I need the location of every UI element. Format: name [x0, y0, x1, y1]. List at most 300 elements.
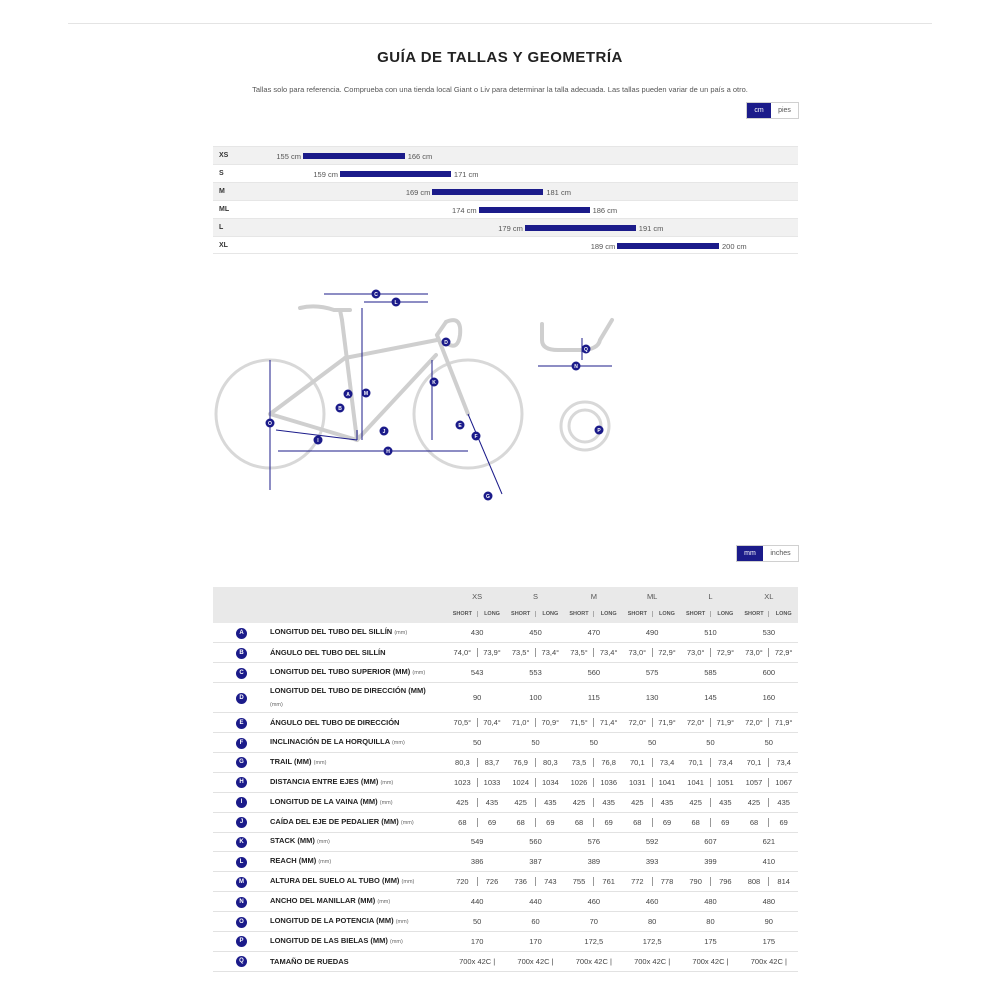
value-pair — [506, 778, 564, 787]
table-row — [213, 772, 798, 792]
measurement-value — [506, 792, 564, 812]
measurement-unit: (mm) — [316, 839, 330, 846]
row-letter-cell — [213, 872, 270, 892]
measurement-badge: H — [236, 777, 247, 788]
measurement-name — [270, 663, 448, 683]
measurement-unit: (mm) — [412, 670, 426, 677]
table-row — [213, 852, 798, 872]
header-stem-option — [448, 605, 506, 623]
row-letter-cell — [213, 733, 270, 753]
measurement-unit: (mm) — [380, 779, 394, 786]
measurement-value: 410 — [740, 852, 798, 872]
value-pair — [623, 718, 681, 727]
size-range-bar — [617, 243, 719, 249]
measurement-label: LONGITUD DEL TUBO DE DIRECCIÓN (MM) — [270, 685, 426, 695]
measurement-label: CAÍDA DEL EJE DE PEDALIER (MM) — [270, 816, 399, 826]
value-long: 761 — [602, 877, 615, 887]
size-range-bar — [525, 225, 636, 231]
measurement-label: LONGITUD DEL TUBO SUPERIOR (MM) — [270, 667, 411, 677]
unit-mm-button[interactable]: mm — [737, 546, 763, 561]
page-subtitle: Tallas solo para referencia. Comprueba con una tienda local Giant o Liv para determinar la talla adecuada. Las tallas pueden variar de un país a otro. — [252, 85, 748, 94]
value-pair — [740, 778, 798, 787]
measurement-value: 80 — [623, 912, 681, 932]
measurement-value: 460 — [623, 892, 681, 912]
svg-text:D: D — [444, 340, 448, 346]
value-pair — [565, 798, 623, 807]
value-long: 435 — [719, 797, 732, 807]
measurement-value: 172,5 — [565, 931, 623, 951]
measurement-badge: G — [236, 757, 247, 768]
measurement-badge: O — [236, 917, 247, 928]
value-short: 808 — [740, 877, 770, 886]
value-pair — [623, 877, 681, 886]
measurement-value — [565, 772, 623, 792]
short-label: SHORT — [506, 611, 536, 617]
unit-cm-button[interactable]: cm — [747, 103, 771, 118]
row-letter-cell — [213, 792, 270, 812]
measurement-unit: (mm) — [400, 819, 414, 826]
value-pair — [740, 818, 798, 827]
measurement-value: 700x 42C | — [565, 951, 623, 971]
value-short: 73,0° — [623, 648, 653, 657]
short-long-pair — [740, 611, 798, 617]
measurement-value: 460 — [565, 892, 623, 912]
size-row — [213, 236, 798, 254]
measurement-value: 480 — [681, 892, 739, 912]
measurement-value — [448, 872, 506, 892]
svg-text:A: A — [346, 392, 350, 398]
table-row — [213, 912, 798, 932]
long-label: LONG — [659, 611, 675, 617]
value-long: 726 — [485, 877, 499, 887]
value-pair — [565, 648, 623, 657]
value-short: 1026 — [565, 778, 595, 787]
value-short: 425 — [565, 798, 595, 807]
measurement-value: 389 — [565, 852, 623, 872]
measurement-value — [623, 872, 681, 892]
diagram-badge-f — [472, 432, 481, 441]
row-letter-cell — [213, 683, 270, 713]
value-long: 69 — [487, 817, 497, 827]
page-title: GUÍA DE TALLAS Y GEOMETRÍA — [377, 49, 623, 66]
measurement-value — [448, 772, 506, 792]
measurement-name — [270, 912, 448, 932]
measurement-value — [740, 772, 798, 792]
measurement-label: ALTURA DEL SUELO AL TUBO (MM) — [270, 876, 400, 886]
measurement-value: 430 — [448, 623, 506, 643]
handlebar-front-view — [542, 320, 612, 350]
chainstay — [270, 414, 357, 440]
table-row — [213, 931, 798, 951]
measurement-name — [270, 892, 448, 912]
size-row — [213, 146, 798, 164]
diagram-badge-a — [344, 390, 353, 399]
measurement-badge: P — [236, 936, 247, 947]
value-short: 70,1 — [681, 758, 711, 767]
measurement-label: TAMAÑO DE RUEDAS — [270, 956, 349, 966]
measurement-badge: Q — [236, 956, 247, 967]
diagram-badge-c — [372, 290, 381, 299]
value-pair — [448, 648, 506, 657]
top-tube — [345, 340, 437, 358]
long-label: LONG — [542, 611, 559, 617]
value-short: 73,0° — [740, 648, 770, 657]
value-pair — [448, 877, 506, 886]
measurement-value: 560 — [565, 663, 623, 683]
value-pair — [506, 818, 564, 827]
value-pair — [448, 778, 506, 787]
measurement-value: 90 — [448, 683, 506, 713]
diagram-badge-j — [380, 427, 389, 436]
measurement-value: 700x 42C | — [740, 951, 798, 971]
size-range-bar — [303, 153, 405, 159]
measurement-name — [270, 872, 448, 892]
value-pair — [448, 798, 506, 807]
value-long: 1067 — [775, 777, 793, 787]
measurement-value — [623, 772, 681, 792]
measurement-value: 480 — [740, 892, 798, 912]
value-pair — [623, 758, 681, 767]
measurement-value — [623, 792, 681, 812]
size-label: ML — [219, 206, 230, 213]
bike-geometry-diagram — [212, 280, 622, 510]
measurement-value — [565, 713, 623, 733]
value-short: 70,1 — [623, 758, 653, 767]
header-size: L — [681, 587, 739, 605]
measurement-value: 60 — [506, 912, 564, 932]
row-letter-cell — [213, 852, 270, 872]
value-pair — [506, 877, 564, 886]
size-min-height: 174 cm — [452, 206, 477, 215]
diagram-badge-e — [456, 421, 465, 430]
size-max-height: 186 cm — [592, 206, 618, 215]
measurement-value: 50 — [681, 733, 739, 753]
table-row — [213, 792, 798, 812]
measurement-name — [270, 931, 448, 951]
measurement-label: ÁNGULO DEL TUBO DE DIRECCIÓN — [270, 718, 400, 728]
table-header-sizes — [213, 587, 798, 605]
measurement-name — [270, 752, 448, 772]
svg-text:Q: Q — [584, 347, 588, 353]
value-pair — [565, 818, 623, 827]
measurement-value: 50 — [565, 733, 623, 753]
measurement-badge: F — [236, 738, 247, 749]
size-row — [213, 200, 798, 218]
size-max-height: 171 cm — [453, 170, 479, 179]
measurement-value: 553 — [506, 663, 564, 683]
measurement-badge: I — [236, 797, 247, 808]
value-short: 772 — [623, 877, 653, 886]
measurement-value — [565, 792, 623, 812]
table-row — [213, 832, 798, 852]
svg-text:M: M — [363, 391, 369, 397]
measurement-value: 170 — [448, 931, 506, 951]
size-row — [213, 218, 798, 236]
measurement-value: 560 — [506, 832, 564, 852]
value-short: 425 — [740, 798, 770, 807]
value-pair — [565, 718, 623, 727]
measurement-name — [270, 733, 448, 753]
measurement-badge: D — [236, 693, 247, 704]
measurement-value: 115 — [565, 683, 623, 713]
value-short: 71,0° — [506, 718, 536, 727]
short-long-pair — [565, 611, 623, 617]
row-letter-cell — [213, 812, 270, 832]
svg-text:B: B — [338, 406, 342, 412]
measurement-value — [565, 812, 623, 832]
measurement-name — [270, 643, 448, 663]
size-max-height: 181 cm — [546, 188, 571, 197]
size-label: XS — [219, 152, 229, 159]
table-row — [213, 951, 798, 971]
value-long: 69 — [546, 817, 555, 827]
value-pair — [623, 778, 681, 787]
measurement-value: 543 — [448, 663, 506, 683]
measurement-value: 172,5 — [623, 931, 681, 951]
header-size: XS — [448, 587, 506, 605]
measurement-value — [448, 812, 506, 832]
measurement-value — [448, 792, 506, 812]
measurement-label: ANCHO DEL MANILLAR (MM) — [270, 896, 376, 906]
value-long: 796 — [719, 877, 732, 887]
measurement-value: 585 — [681, 663, 739, 683]
svg-text:C: C — [374, 292, 378, 298]
measurement-value — [623, 812, 681, 832]
table-row — [213, 733, 798, 753]
header-size: S — [506, 587, 564, 605]
value-short: 70,1 — [740, 758, 770, 767]
size-label: M — [219, 188, 225, 195]
value-pair — [448, 718, 506, 727]
size-label: XL — [219, 242, 228, 249]
table-row — [213, 623, 798, 643]
measurement-value — [740, 713, 798, 733]
diagram-badge-p — [595, 426, 604, 435]
size-max-height: 191 cm — [638, 224, 664, 233]
measurement-name — [270, 683, 448, 713]
measurement-label: TRAIL (MM) — [270, 756, 312, 766]
measurement-unit: (mm) — [391, 740, 405, 746]
measurement-unit: (mm) — [394, 630, 408, 637]
value-pair — [740, 648, 798, 657]
size-max-height: 166 cm — [407, 152, 433, 161]
value-short: 1057 — [740, 778, 770, 787]
value-long: 70,4° — [483, 718, 501, 728]
row-letter-cell — [213, 643, 270, 663]
value-short: 73,5° — [565, 648, 595, 657]
measurement-value — [681, 812, 739, 832]
down-tube — [357, 355, 436, 440]
value-short: 1031 — [623, 778, 653, 787]
row-letter-cell — [213, 713, 270, 733]
measurement-value: 170 — [506, 931, 564, 951]
header-stem-option — [740, 605, 798, 623]
measurement-value — [681, 792, 739, 812]
size-row — [213, 164, 798, 182]
value-pair — [740, 798, 798, 807]
value-pair — [506, 648, 564, 657]
value-long: 83,7 — [484, 757, 500, 767]
measurement-unit: (mm) — [313, 759, 327, 766]
measurement-value: 175 — [681, 931, 739, 951]
value-short: 1041 — [681, 778, 711, 787]
measurement-unit: (mm) — [395, 919, 409, 926]
value-long: 73,4° — [599, 648, 618, 658]
value-short: 790 — [681, 877, 711, 886]
value-short: 425 — [448, 798, 478, 807]
value-long: 72,9° — [774, 648, 793, 658]
value-long: 435 — [660, 797, 674, 807]
svg-text:L: L — [394, 300, 398, 306]
measurement-value: 393 — [623, 852, 681, 872]
row-letter-cell — [213, 623, 270, 643]
measurement-value: 700x 42C | — [681, 951, 739, 971]
size-range-bar — [479, 207, 590, 213]
measurement-value: 575 — [623, 663, 681, 683]
table-row — [213, 713, 798, 733]
measurement-value: 50 — [623, 733, 681, 753]
row-letter-cell — [213, 912, 270, 932]
diagram-badge-q — [582, 345, 591, 354]
measurement-value — [623, 752, 681, 772]
measurement-value — [506, 752, 564, 772]
long-label: LONG — [775, 611, 792, 617]
value-pair — [565, 778, 623, 787]
measurement-value: 470 — [565, 623, 623, 643]
measurement-value — [740, 752, 798, 772]
value-long: 69 — [721, 817, 730, 827]
measurement-label: LONGITUD DE LAS BIELAS (MM) — [270, 935, 388, 945]
value-short: 80,3 — [448, 758, 478, 767]
unit-inches-button[interactable]: inches — [763, 546, 798, 561]
measurement-label: REACH (MM) — [270, 856, 317, 866]
measurement-value — [740, 643, 798, 663]
size-row — [213, 182, 798, 200]
value-short: 70,5° — [448, 718, 478, 727]
short-long-pair — [681, 611, 739, 617]
short-label: SHORT — [448, 611, 478, 617]
size-range-bar — [432, 189, 543, 195]
measurement-value: 600 — [740, 663, 798, 683]
measurement-value: 130 — [623, 683, 681, 713]
value-pair — [506, 718, 564, 727]
value-short: 425 — [681, 798, 711, 807]
measurement-name — [270, 951, 448, 971]
table-row — [213, 892, 798, 912]
svg-text:K: K — [432, 380, 436, 386]
header-stem-option — [506, 605, 564, 623]
value-pair — [740, 877, 798, 886]
row-letter-cell — [213, 892, 270, 912]
measurement-name — [270, 623, 448, 643]
value-long: 1034 — [541, 777, 559, 787]
table-row — [213, 752, 798, 772]
measurement-value — [565, 872, 623, 892]
svg-text:P: P — [597, 428, 601, 434]
measurement-value — [506, 812, 564, 832]
short-long-pair — [623, 611, 681, 617]
seat-tube — [342, 320, 357, 440]
value-pair — [448, 818, 506, 827]
value-short: 68 — [506, 818, 536, 827]
value-short: 68 — [448, 818, 478, 827]
value-pair — [506, 798, 564, 807]
value-long: 71,9° — [716, 718, 735, 728]
value-short: 76,9 — [506, 758, 536, 767]
value-long: 778 — [660, 877, 674, 887]
measurement-badge: M — [236, 877, 247, 888]
value-long: 1041 — [658, 777, 676, 787]
measurement-value: 440 — [448, 892, 506, 912]
value-pair — [740, 758, 798, 767]
size-label: L — [219, 224, 224, 231]
value-short: 68 — [623, 818, 653, 827]
diagram-badge-o — [266, 419, 275, 428]
row-letter-cell — [213, 832, 270, 852]
measurement-value: 607 — [681, 832, 739, 852]
size-min-height: 179 cm — [498, 224, 523, 233]
measurement-value — [506, 772, 564, 792]
value-short: 425 — [623, 798, 653, 807]
measurement-unit: (mm) — [401, 879, 415, 886]
value-long: 69 — [604, 817, 613, 827]
long-label: LONG — [484, 611, 500, 617]
value-long: 69 — [662, 817, 672, 827]
value-pair — [681, 648, 739, 657]
geometry-table — [213, 587, 798, 972]
value-short: 720 — [448, 877, 478, 886]
top-divider — [68, 23, 932, 24]
header-blank — [213, 587, 270, 605]
diagram-badge-b — [336, 404, 345, 413]
measurement-badge: J — [236, 817, 247, 828]
value-short: 72,0° — [681, 718, 711, 727]
table-row — [213, 872, 798, 892]
value-long: 71,9° — [774, 718, 793, 728]
measurement-value: 592 — [623, 832, 681, 852]
measurement-value — [681, 872, 739, 892]
measurement-value: 100 — [506, 683, 564, 713]
measurement-value: 510 — [681, 623, 739, 643]
value-long: 435 — [777, 797, 790, 807]
header-size: XL — [740, 587, 798, 605]
measurement-value — [740, 812, 798, 832]
unit-feet-button[interactable]: pies — [771, 103, 798, 118]
svg-text:H: H — [386, 449, 390, 455]
value-short: 736 — [506, 877, 536, 886]
short-long-pair — [448, 611, 506, 617]
measurement-value: 160 — [740, 683, 798, 713]
measurement-badge: C — [236, 668, 247, 679]
value-long: 72,9° — [716, 648, 735, 658]
measurement-label: ÁNGULO DEL TUBO DEL SILLÍN — [270, 648, 386, 658]
measurement-badge: B — [236, 648, 247, 659]
svg-text:O: O — [268, 421, 272, 427]
value-short: 73,5 — [565, 758, 595, 767]
measurement-label: LONGITUD DEL TUBO DEL SILLÍN — [270, 627, 393, 637]
value-short: 74,0° — [448, 648, 478, 657]
value-long: 435 — [602, 797, 615, 807]
value-long: 73,4 — [776, 757, 791, 767]
value-short: 425 — [506, 798, 536, 807]
value-long: 71,9° — [658, 718, 676, 728]
svg-text:E: E — [458, 423, 462, 429]
value-long: 435 — [485, 797, 499, 807]
measurement-badge: E — [236, 718, 247, 729]
header-blank — [213, 605, 270, 623]
row-letter-cell — [213, 772, 270, 792]
measurement-badge: A — [236, 628, 247, 639]
